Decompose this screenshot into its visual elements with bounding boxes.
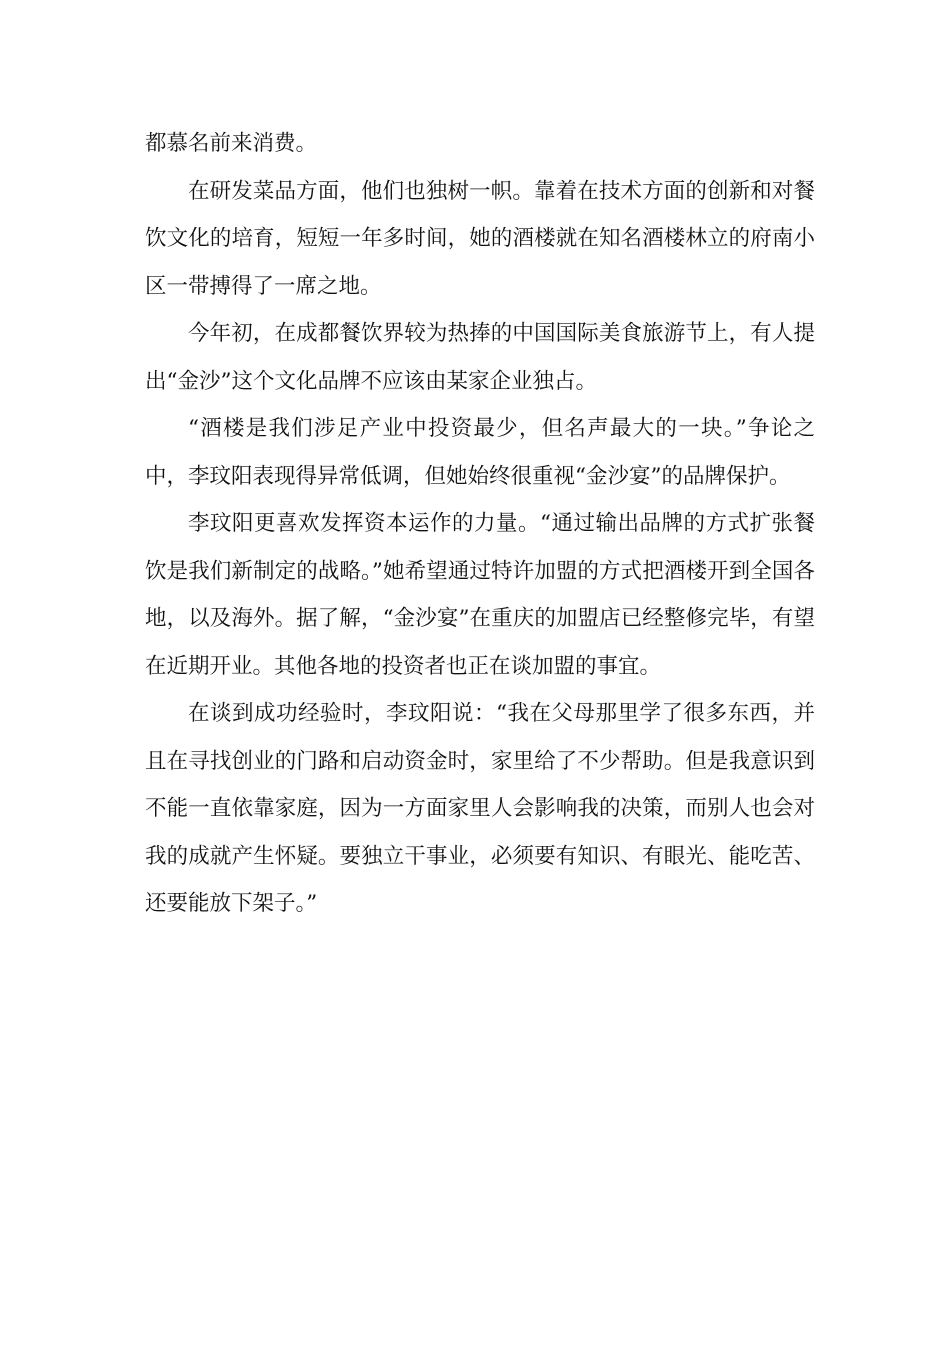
paragraph-5: 李玟阳更喜欢发挥资本运作的力量。“通过输出品牌的方式扩张餐饮是我们新制定的战略。”她希望通过特许加盟的方式把酒楼开到全国各地，以及海外。据了解，“金沙宴”在重庆的加盟店已经整修完毕，有望在近期开业。其他各地的投资者也正在谈加盟的事宜。 bbox=[145, 511, 815, 679]
article-body bbox=[145, 120, 815, 928]
paragraph-6: 在谈到成功经验时，李玟阳说：“我在父母那里学了很多东西，并且在寻找创业的门路和启动资金时，家里给了不少帮助。但是我意识到不能一直依靠家庭，因为一方面家里人会影响我的决策，而别人也会对我的成就产生怀疑。要独立干事业，必须要有知识、有眼光、能吃苦、还要能放下架子。” bbox=[145, 701, 815, 916]
paragraph-1: 都慕名前来消费。 bbox=[145, 131, 318, 156]
paragraph-3: 今年初，在成都餐饮界较为热捧的中国国际美食旅游节上，有人提出“金沙”这个文化品牌不应该由某家企业独占。 bbox=[145, 321, 815, 394]
paragraph-4: “酒楼是我们涉足产业中投资最少，但名声最大的一块。”争论之中，李玟阳表现得异常低调，但她始终很重视“金沙宴”的品牌保护。 bbox=[145, 416, 815, 489]
paragraph-2: 在研发菜品方面，他们也独树一帜。靠着在技术方面的创新和对餐饮文化的培育，短短一年多时间，她的酒楼就在知名酒楼林立的府南小区一带搏得了一席之地。 bbox=[145, 178, 815, 299]
